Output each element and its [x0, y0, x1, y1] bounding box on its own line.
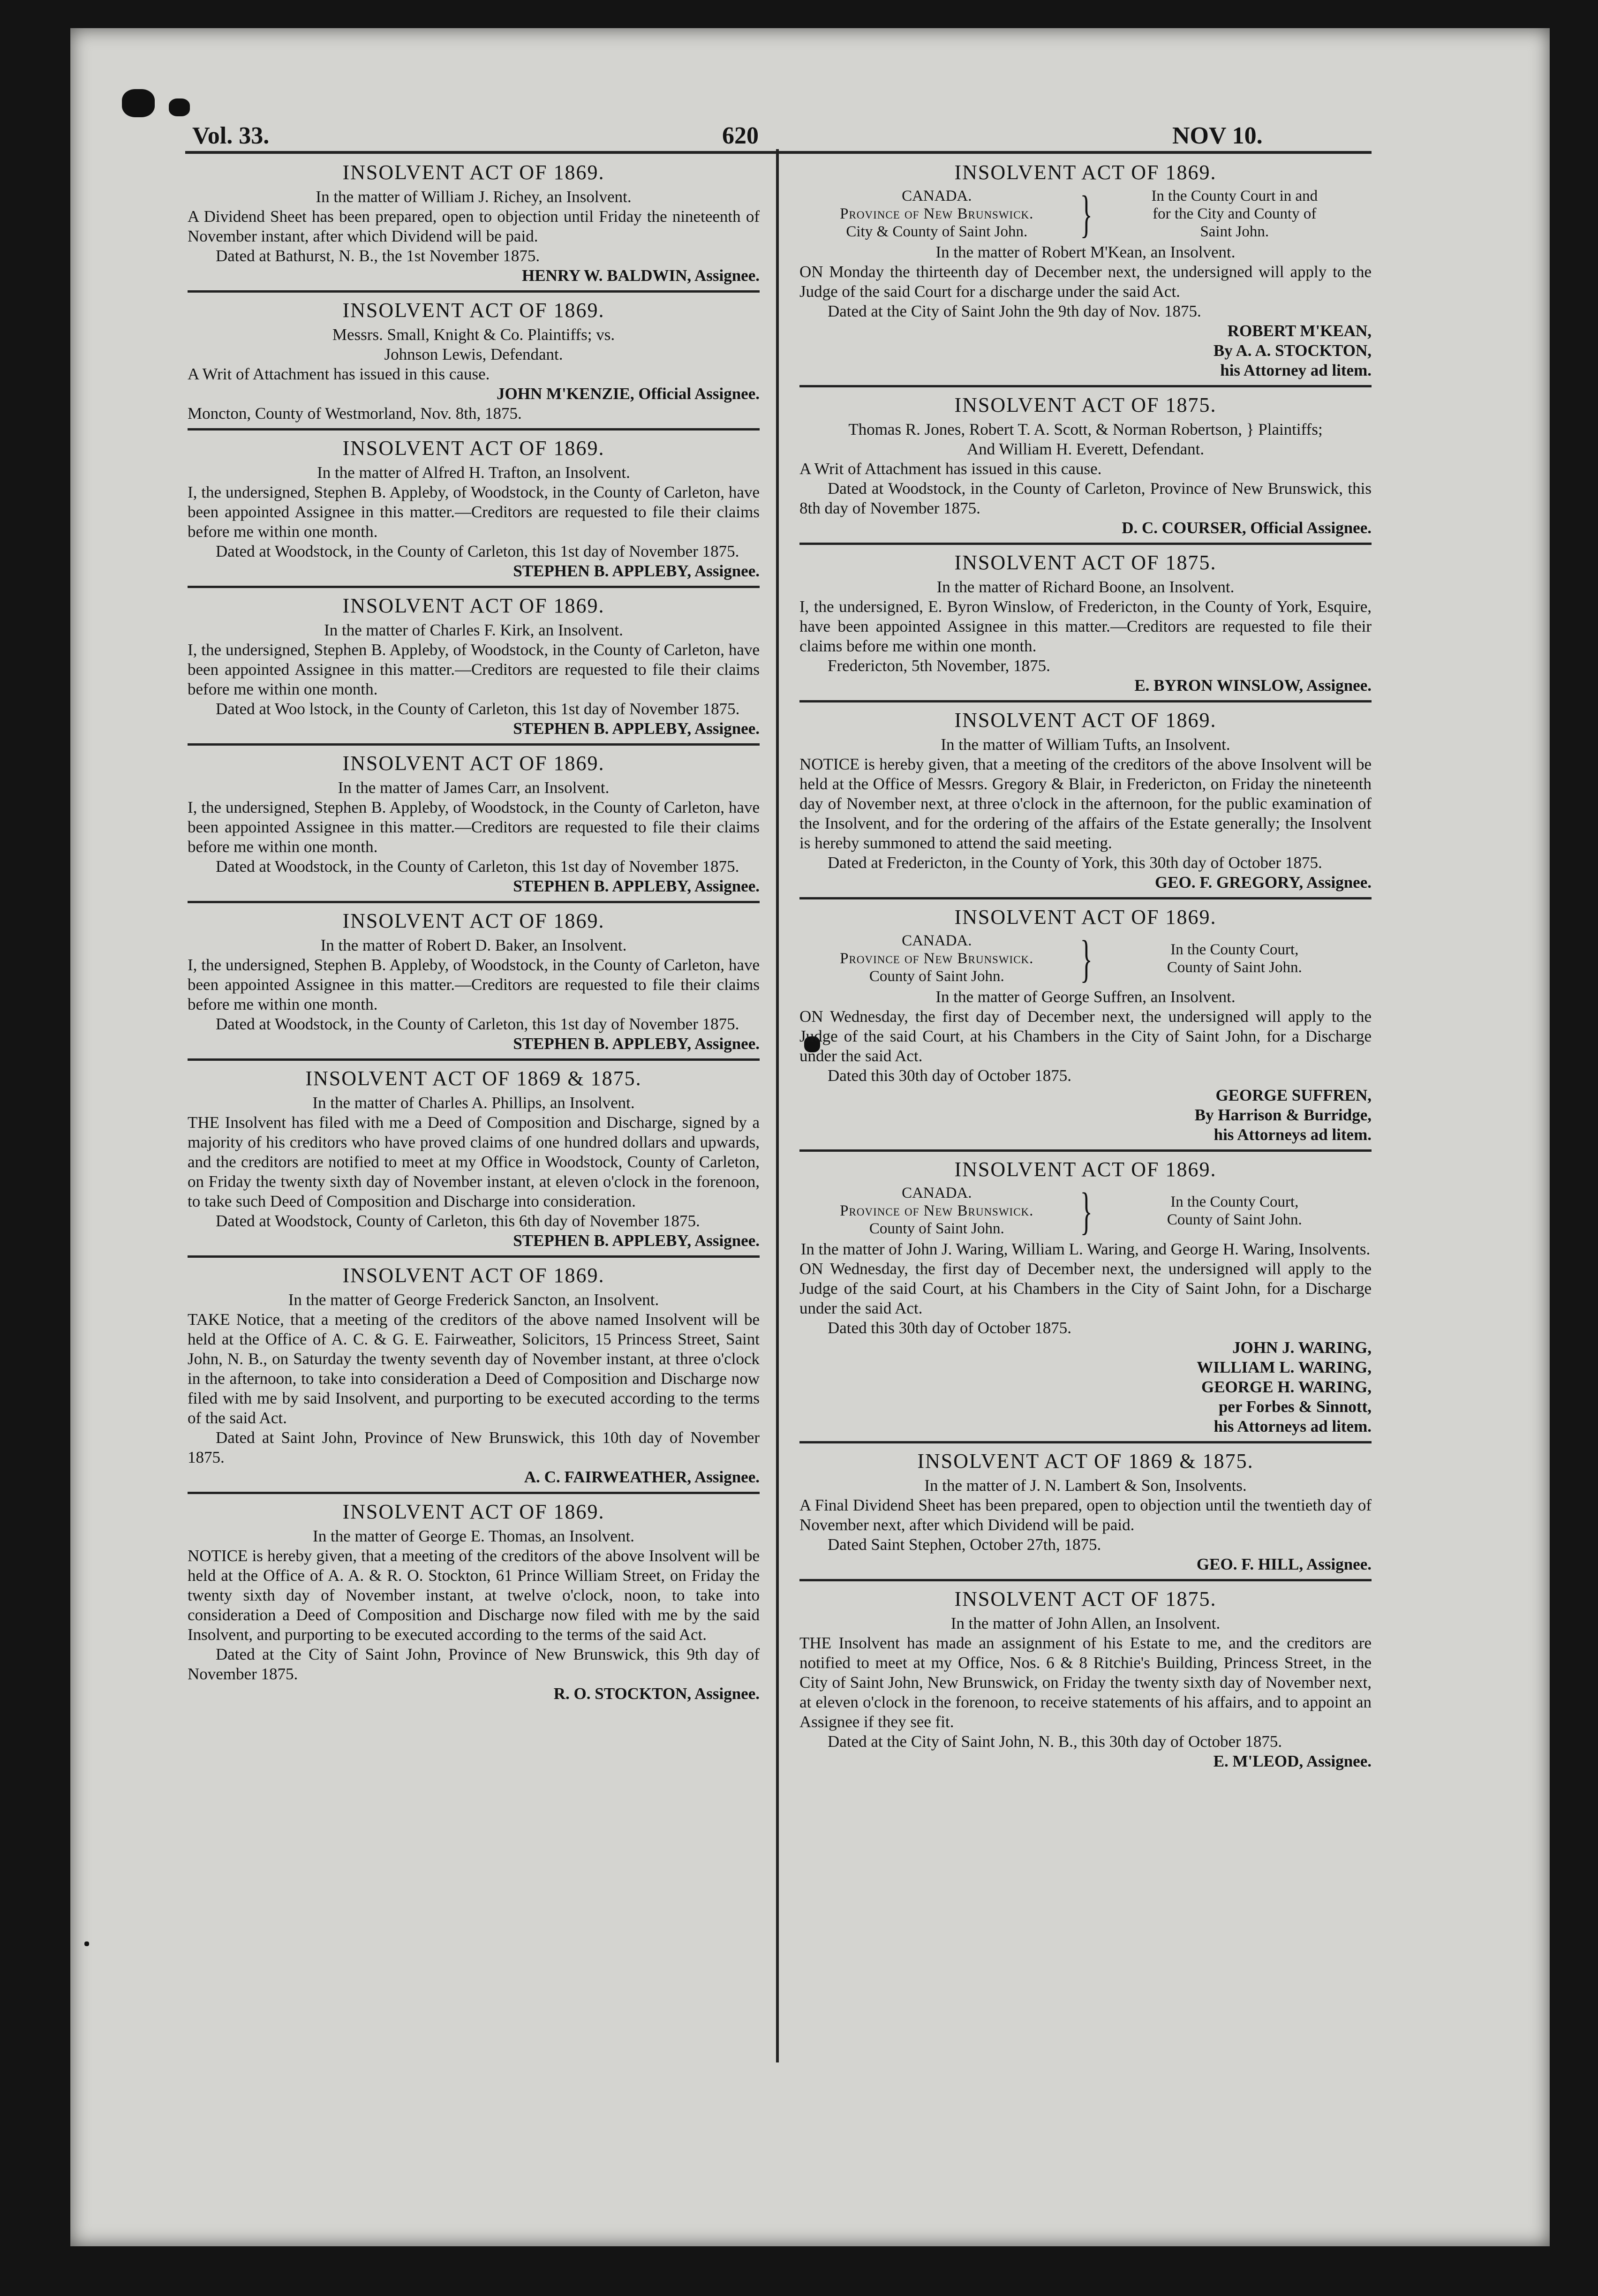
notice-signature: per Forbes & Sinnott, [1218, 1397, 1372, 1416]
notice-body: Dated at Fredericton, in the County of York, this 30th day of October 1875. [828, 853, 1322, 872]
column-divider [776, 149, 779, 2062]
insolvency-notice [188, 293, 760, 430]
notice-title: INSOLVENT ACT OF 1869. [342, 1264, 605, 1287]
insolvency-notice [799, 387, 1372, 545]
insolvency-notice [799, 702, 1372, 899]
notice-body: Dated this 30th day of October 1875. [828, 1066, 1072, 1085]
notice-title: INSOLVENT ACT OF 1869 & 1875. [305, 1067, 642, 1090]
notice-body: ON Monday the thirteenth day of December next, the undersigned will apply to the Judge of the said Court for a discharge under the said Act. [799, 263, 1372, 301]
brace-glyph: } [1080, 930, 1093, 987]
notice-signature: GEORGE SUFFREN, [1215, 1086, 1372, 1104]
notice-body: Dated at the City of Saint John, N. B., this 30th day of October 1875. [828, 1732, 1282, 1751]
notice-title: INSOLVENT ACT OF 1869. [342, 161, 605, 184]
notice-body: ON Wednesday, the first day of December next, the undersigned will apply to the Judge of the said Court, at his Chambers in the City of Saint John, for a Discharge under the said Act. [799, 1260, 1372, 1317]
notice-signature: STEPHEN B. APPLEBY, Assignee. [513, 877, 760, 895]
notice-signature: ROBERT M'KEAN, [1227, 322, 1372, 340]
notice-title: INSOLVENT ACT OF 1869. [954, 161, 1217, 184]
insolvency-notice [188, 746, 760, 903]
notice-title: INSOLVENT ACT OF 1875. [954, 1587, 1217, 1610]
notice-title: INSOLVENT ACT OF 1869. [954, 709, 1217, 732]
right-column [799, 155, 1372, 1776]
court-name [1098, 1193, 1372, 1229]
notice-body: NOTICE is hereby given, that a meeting of the creditors of the above Insolvent will be held at the Office of Messrs. Gregory & Blair, in Fredericton, on Friday the nineteenth day of November next, at three o'clock in the afternoon, for the public examination of the Insolvent, and for the ordering of the affairs of the Estate generally; the Insolvent is hereby summoned to attend the said meeting. [799, 755, 1372, 852]
notice-signature: WILLIAM L. WARING, [1197, 1358, 1372, 1376]
court-line: County of Saint John. [1167, 959, 1302, 976]
notice-body: TAKE Notice, that a meeting of the creditors of the above named Insolvent will be held at the Office of A. C. & G. E. Fairweather, Solicitors, 15 Princess Street, Saint John, N. B., on Saturday the twenty seventh day of November instant, at three o'clock in the afternoon, to take into consideration a Deed of Composition and Discharge now filed with me by said Insolvent, and purporting to be executed according to the terms of the said Act. [188, 1310, 760, 1427]
insolvency-notice [188, 588, 760, 746]
notice-body: Dated at Woodstock, County of Carleton, this 6th day of November 1875. [216, 1212, 700, 1230]
notice-matter: Thomas R. Jones, Robert T. A. Scott, & Norman Robertson, } Plaintiffs; [848, 420, 1323, 438]
court-jurisdiction [799, 1184, 1074, 1238]
notice-title: INSOLVENT ACT OF 1869. [342, 594, 605, 617]
notice-body: I, the undersigned, E. Byron Winslow, of Fredericton, in the County of York, Esquire, have been appointed Assignee in this matter.—Creditors are requested to file their claims before me within one month. [799, 597, 1372, 655]
notice-matter: In the matter of Robert M'Kean, an Insolvent. [935, 243, 1236, 261]
notice-body: Dated at Saint John, Province of New Brunswick, this 10th day of November 1875. [188, 1428, 760, 1466]
notice-body: I, the undersigned, Stephen B. Appleby, of Woodstock, in the County of Carleton, have been appointed Assignee in this matter.—Creditors are requested to file their claims before me within one month. [188, 798, 760, 856]
court-line: CANADA. [902, 1185, 972, 1201]
notice-signature: E. M'LEOD, Assignee. [1213, 1752, 1372, 1770]
brace-glyph: } [1080, 185, 1093, 242]
court-jurisdiction [799, 932, 1074, 985]
notice-body: Dated this 30th day of October 1875. [828, 1319, 1072, 1337]
notice-title: INSOLVENT ACT OF 1869. [342, 299, 605, 322]
notice-title: INSOLVENT ACT OF 1875. [954, 551, 1217, 574]
notice-matter: In the matter of William Tufts, an Insolvent. [941, 735, 1230, 754]
insolvency-notice [799, 899, 1372, 1152]
notice-matter: In the matter of John Allen, an Insolvent. [950, 1614, 1221, 1632]
notice-signature: GEO. F. HILL, Assignee. [1196, 1555, 1372, 1573]
ink-blot [169, 98, 190, 116]
insolvency-notice [188, 1258, 760, 1494]
notice-title: INSOLVENT ACT OF 1869. [342, 437, 605, 460]
volume-number: Vol. 33. [192, 122, 270, 149]
court-heading [799, 932, 1372, 985]
court-line: Province of New Brunswick. [840, 1202, 1034, 1219]
court-line: In the County Court in and [1151, 188, 1318, 204]
notice-signature: E. BYRON WINSLOW, Assignee. [1134, 676, 1372, 695]
court-name [1098, 187, 1372, 241]
court-line: County of Saint John. [869, 968, 1004, 985]
court-name [1098, 941, 1372, 976]
notice-body: Dated at Woodstock, in the County of Carleton, this 1st day of November 1875. [216, 857, 739, 876]
notice-matter: In the matter of William J. Richey, an Insolvent. [316, 188, 632, 206]
court-line: County of Saint John. [869, 1220, 1004, 1237]
notice-title: INSOLVENT ACT OF 1869. [342, 1500, 605, 1523]
notice-body: THE Insolvent has filed with me a Deed of Composition and Discharge, signed by a majority of his creditors who have proved claims of one hundred dollars and upwards, and the creditors are notified to meet at my Office in Woodstock, County of Carleton, on Friday the twenty sixth day of November instant, at eleven o'clock in the forenoon, to take such Deed of Composition and Discharge into consideration. [188, 1113, 760, 1210]
notice-body: A Writ of Attachment has issued in this cause. [188, 365, 490, 383]
notice-matter: In the matter of Robert D. Baker, an Insolvent. [320, 936, 627, 954]
notice-signature: his Attorneys ad litem. [1214, 1417, 1372, 1435]
court-line: Province of New Brunswick. [840, 205, 1034, 222]
brace-glyph: } [1080, 1182, 1093, 1239]
notice-signature: JOHN J. WARING, [1232, 1338, 1372, 1357]
notice-signature: R. O. STOCKTON, Assignee. [553, 1684, 760, 1703]
court-line: for the City and County of [1153, 205, 1317, 222]
insolvency-notice [799, 155, 1372, 387]
notice-matter: And William H. Everett, Defendant. [966, 440, 1205, 458]
insolvency-notice [188, 155, 760, 293]
notice-matter: In the matter of George Suffren, an Insolvent. [935, 988, 1236, 1006]
court-line: City & County of Saint John. [846, 223, 1028, 240]
notice-signature: STEPHEN B. APPLEBY, Assignee. [513, 1231, 760, 1250]
notice-signature: By A. A. STOCKTON, [1213, 341, 1372, 360]
insolvency-notice [188, 1494, 760, 1708]
notice-title: INSOLVENT ACT OF 1869. [954, 1158, 1217, 1181]
notice-title: INSOLVENT ACT OF 1875. [954, 393, 1217, 416]
insolvency-notice [188, 430, 760, 588]
notice-signature: GEORGE H. WARING, [1201, 1378, 1372, 1396]
notice-signature: By Harrison & Burridge, [1194, 1106, 1372, 1124]
court-line: CANADA. [902, 932, 972, 949]
notice-signature: STEPHEN B. APPLEBY, Assignee. [513, 1035, 760, 1053]
notice-body: Dated at Woodstock, in the County of Carleton, Province of New Brunswick, this 8th day of November 1875. [799, 479, 1372, 517]
notice-signature: STEPHEN B. APPLEBY, Assignee. [513, 719, 760, 738]
notice-title: INSOLVENT ACT OF 1869. [342, 909, 605, 932]
notice-body: Moncton, County of Westmorland, Nov. 8th, 1875. [188, 404, 522, 423]
notice-matter: In the matter of J. N. Lambert & Son, Insolvents. [924, 1476, 1247, 1495]
notice-matter: In the matter of John J. Waring, William L. Waring, and George H. Waring, Insolvents. [800, 1240, 1371, 1258]
notice-body: I, the undersigned, Stephen B. Appleby, of Woodstock, in the County of Carleton, have been appointed Assignee in this matter.—Creditors are requested to file their claims before me within one month. [188, 956, 760, 1013]
notice-body: NOTICE is hereby given, that a meeting of the creditors of the above Insolvent will be held at the Office of A. A. & R. O. Stockton, 61 Prince William Street, on Friday the twenty sixth day of November instant, at twelve o'clock, noon, to take into consideration a Deed of Composition and Discharge now filed with me by the said Insolvent, and purporting to be executed according to the terms of the said Act. [188, 1547, 760, 1644]
notice-title: INSOLVENT ACT OF 1869 & 1875. [917, 1450, 1254, 1473]
notice-matter: Johnson Lewis, Defendant. [384, 345, 563, 363]
notice-signature: D. C. COURSER, Official Assignee. [1122, 519, 1372, 537]
notice-body: Dated at Woodstock, in the County of Carleton, this 1st day of November 1875. [216, 542, 739, 560]
court-line: Saint John. [1200, 223, 1269, 240]
notice-body: Dated at Bathurst, N. B., the 1st November 1875. [216, 247, 540, 265]
notice-matter: In the matter of Alfred H. Trafton, an Insolvent. [317, 463, 630, 482]
court-line: CANADA. [902, 188, 972, 204]
court-line: In the County Court, [1170, 1193, 1299, 1210]
court-line: In the County Court, [1170, 941, 1299, 958]
notice-signature: STEPHEN B. APPLEBY, Assignee. [513, 562, 760, 580]
court-line: Province of New Brunswick. [840, 950, 1034, 967]
notice-body: Dated at the City of Saint John, Province of New Brunswick, this 9th day of November 1875. [188, 1645, 760, 1683]
notice-body: ON Wednesday, the first day of December next, the undersigned will apply to the Judge of the said Court, at his Chambers in the City of Saint John, for a Discharge under the said Act. [799, 1007, 1372, 1065]
notice-matter: In the matter of George E. Thomas, an Insolvent. [313, 1527, 634, 1545]
notice-title: INSOLVENT ACT OF 1869. [954, 906, 1217, 929]
notice-signature: JOHN M'KENZIE, Official Assignee. [497, 385, 760, 403]
notice-body: Dated at the City of Saint John the 9th day of Nov. 1875. [828, 302, 1201, 320]
court-line: County of Saint John. [1167, 1211, 1302, 1228]
notice-title: INSOLVENT ACT OF 1869. [342, 752, 605, 775]
notice-signature: his Attorneys ad litem. [1214, 1125, 1372, 1144]
notice-body: THE Insolvent has made an assignment of his Estate to me, and the creditors are notified to meet at my Office, Nos. 6 & 8 Ritchie's Building, Princess Street, in the City of Saint John, New Brunswick, on Friday the twenty sixth day of November next, at eleven o'clock in the forenoon, to receive statements of his affairs, and to appoint an Assignee if they see fit. [799, 1634, 1372, 1731]
notice-signature: his Attorney ad litem. [1220, 361, 1372, 379]
notice-signature: A. C. FAIRWEATHER, Assignee. [524, 1468, 760, 1486]
notice-body: A Final Dividend Sheet has been prepared, open to objection until the twentieth day of November next, after which Dividend will be paid. [799, 1496, 1372, 1534]
insolvency-notice [799, 1581, 1372, 1776]
insolvency-notice [188, 1061, 760, 1258]
notice-matter: Messrs. Small, Knight & Co. Plaintiffs; vs. [332, 325, 615, 344]
insolvency-notice [799, 1152, 1372, 1443]
left-column [188, 155, 760, 1708]
issue-date: NOV 10. [1172, 122, 1263, 149]
insolvency-notice [188, 903, 760, 1061]
insolvency-notice [799, 545, 1372, 702]
ink-blot [84, 1941, 89, 1946]
notice-body: A Dividend Sheet has been prepared, open to objection until Friday the nineteenth of November instant, after which Dividend will be paid. [188, 207, 760, 245]
ink-blot [122, 89, 155, 117]
notice-signature: HENRY W. BALDWIN, Assignee. [521, 266, 760, 285]
notice-matter: In the matter of George Frederick Sancton, an Insolvent. [288, 1291, 659, 1309]
notice-matter: In the matter of James Carr, an Insolvent. [338, 778, 610, 797]
notice-body: Dated at Woo lstock, in the County of Carleton, this 1st day of November 1875. [216, 700, 740, 718]
court-heading [799, 187, 1372, 241]
page-number: 620 [722, 122, 759, 149]
notice-body: A Writ of Attachment has issued in this cause. [799, 460, 1102, 478]
notice-signature: GEO. F. GREGORY, Assignee. [1155, 873, 1372, 891]
court-heading [799, 1184, 1372, 1238]
notice-matter: In the matter of Richard Boone, an Insolvent. [936, 578, 1235, 596]
notice-body: Fredericton, 5th November, 1875. [828, 657, 1050, 675]
notice-body: Dated at Woodstock, in the County of Carleton, this 1st day of November 1875. [216, 1015, 739, 1033]
insolvency-notice [799, 1443, 1372, 1581]
notice-body: I, the undersigned, Stephen B. Appleby, of Woodstock, in the County of Carleton, have been appointed Assignee in this matter.—Creditors are requested to file their claims before me within one month. [188, 641, 760, 698]
notice-matter: In the matter of Charles A. Phillips, an Insolvent. [312, 1094, 635, 1112]
notice-matter: In the matter of Charles F. Kirk, an Insolvent. [324, 621, 623, 639]
notice-body: Dated Saint Stephen, October 27th, 1875. [828, 1535, 1101, 1554]
court-jurisdiction [799, 187, 1074, 241]
notice-body: I, the undersigned, Stephen B. Appleby, of Woodstock, in the County of Carleton, have been appointed Assignee in this matter.—Creditors are requested to file their claims before me within one month. [188, 483, 760, 541]
